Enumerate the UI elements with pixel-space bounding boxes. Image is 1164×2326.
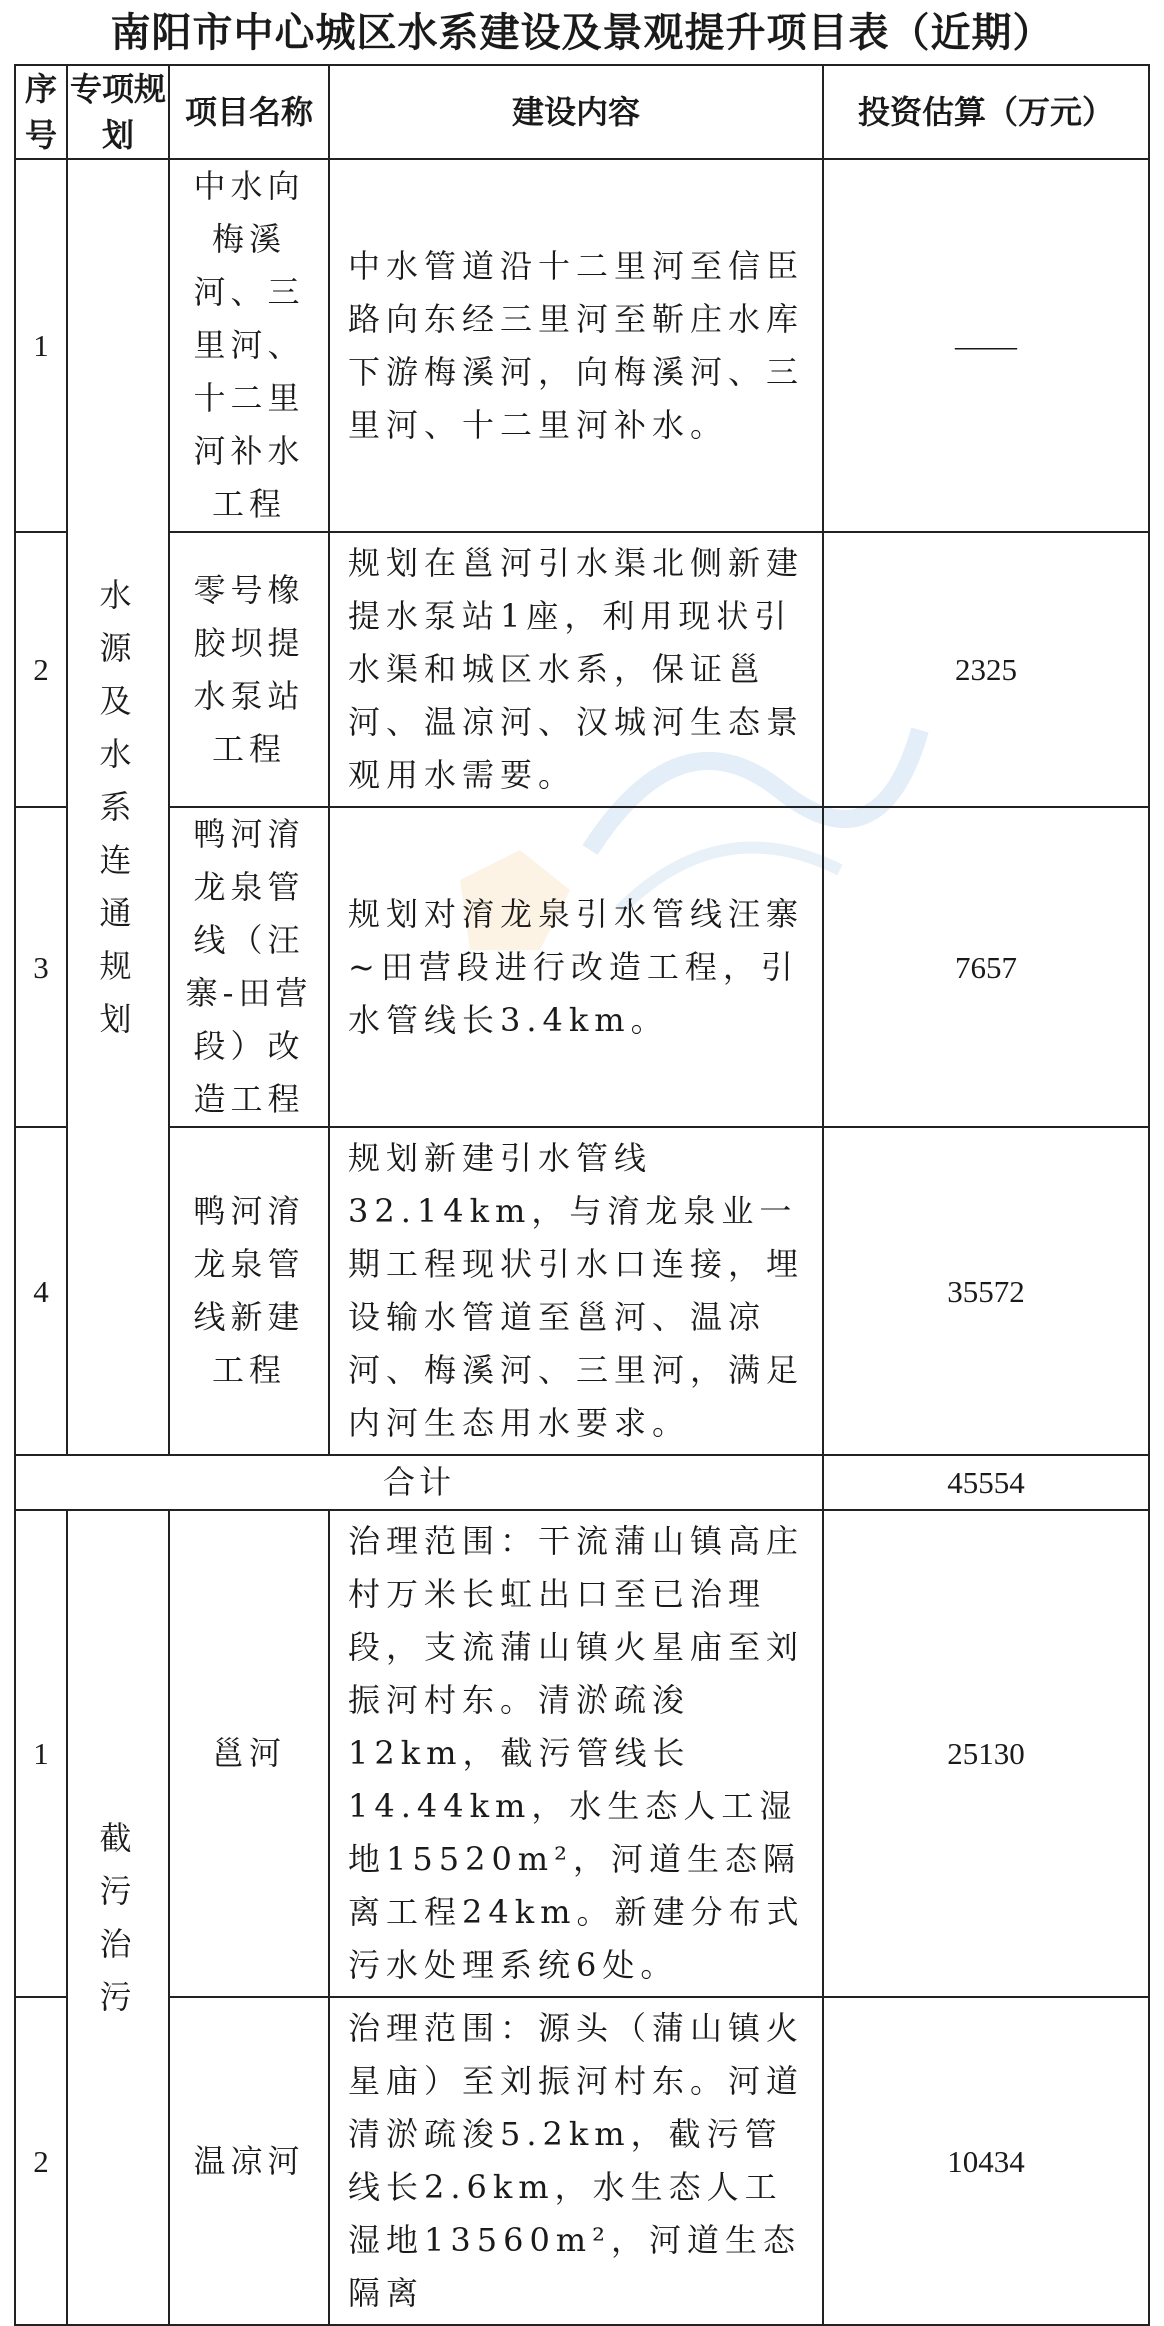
plan-cell: 水源及水系连通规划 (67, 159, 169, 1455)
project-name: 邕河 (169, 1510, 329, 1997)
table-row (15, 532, 1149, 807)
total-row (15, 1455, 1149, 1510)
table-row (15, 159, 1149, 532)
header-seq: 序号 (15, 65, 67, 159)
project-invest: —— (823, 159, 1149, 532)
project-name: 鸭河淯龙泉管线新建工程 (169, 1127, 329, 1455)
project-invest: 35572 (823, 1127, 1149, 1455)
project-invest: 7657 (823, 807, 1149, 1127)
header-content: 建设内容 (329, 65, 823, 159)
project-content: 中水管道沿十二里河至信臣路向东经三里河至靳庄水库下游梅溪河，向梅溪河、三里河、十二里河补水。 (329, 159, 823, 532)
row-seq: 3 (15, 807, 67, 1127)
project-name: 鸭河淯龙泉管线（汪寨-田营段）改造工程 (169, 807, 329, 1127)
table-header-row (15, 65, 1149, 159)
total-label: 合计 (15, 1455, 823, 1510)
table-row (15, 1127, 1149, 1455)
header-name: 项目名称 (169, 65, 329, 159)
project-invest: 2325 (823, 532, 1149, 807)
project-content: 治理范围：源头（蒲山镇火星庙）至刘振河村东。河道清淤疏浚5.2km，截污管线长2.6km，水生态人工湿地13560m²，河道生态隔离 (329, 1997, 823, 2325)
project-content: 规划新建引水管线32.14km，与淯龙泉业一期工程现状引水口连接，埋设输水管道至邕河、温凉河、梅溪河、三里河，满足内河生态用水要求。 (329, 1127, 823, 1455)
project-content: 规划对淯龙泉引水管线汪寨~田营段进行改造工程，引水管线长3.4km。 (329, 807, 823, 1127)
row-seq: 1 (15, 1510, 67, 1997)
project-table (14, 64, 1150, 2326)
project-name: 中水向梅溪河、三里河、十二里河补水工程 (169, 159, 329, 532)
row-seq: 1 (15, 159, 67, 532)
page-title: 南阳市中心城区水系建设及景观提升项目表（近期） (110, 10, 1054, 56)
table-row (15, 1510, 1149, 1997)
plan-cell: 截污治污 (67, 1510, 169, 2325)
header-invest: 投资估算（万元） (823, 65, 1149, 159)
project-content: 规划在邕河引水渠北侧新建提水泵站1座，利用现状引水渠和城区水系，保证邕河、温凉河、汉城河生态景观用水需要。 (329, 532, 823, 807)
row-seq: 4 (15, 1127, 67, 1455)
project-name: 零号橡胶坝提水泵站工程 (169, 532, 329, 807)
header-plan: 专项规划 (67, 65, 169, 159)
total-value: 45554 (823, 1455, 1149, 1510)
table-row (15, 1997, 1149, 2325)
project-invest: 25130 (823, 1510, 1149, 1997)
project-content: 治理范围：干流蒲山镇高庄村万米长虹出口至已治理段，支流蒲山镇火星庙至刘振河村东。清淤疏浚12km，截污管线长14.44km，水生态人工湿地15520m²，河道生态隔离工程24km。新建分布式污水处理系统6处。 (329, 1510, 823, 1997)
table-row (15, 807, 1149, 1127)
project-invest: 10434 (823, 1997, 1149, 2325)
project-name: 温凉河 (169, 1997, 329, 2325)
row-seq: 2 (15, 532, 67, 807)
row-seq: 2 (15, 1997, 67, 2325)
